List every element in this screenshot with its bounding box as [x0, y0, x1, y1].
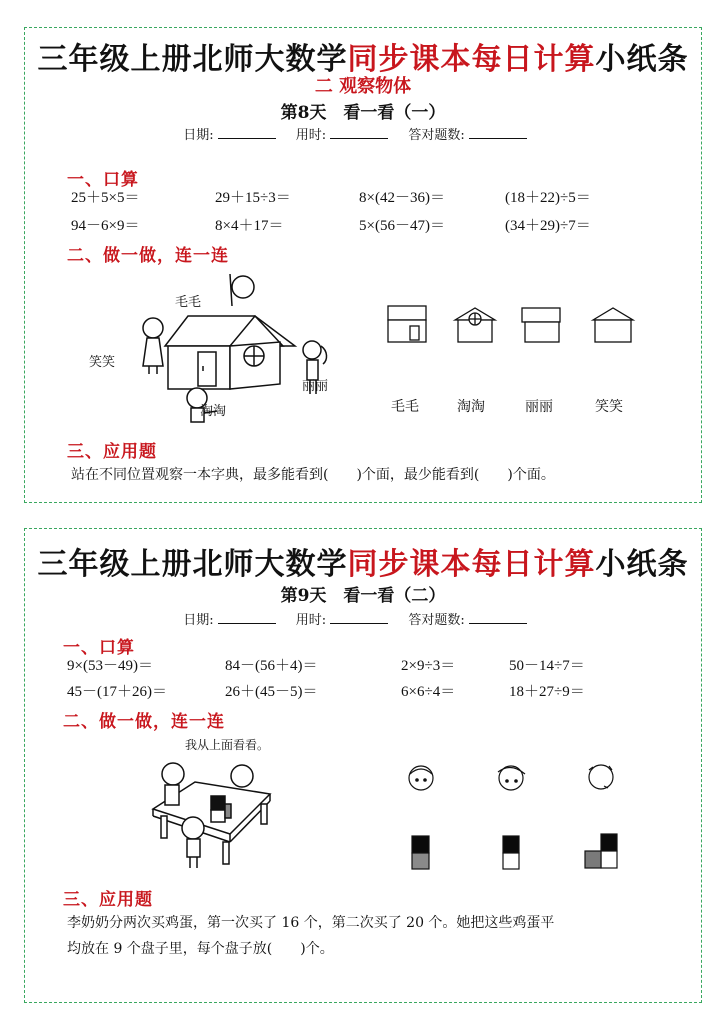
house-views-row: [385, 306, 635, 346]
time-blank[interactable]: [330, 611, 388, 624]
table-scene-illustration: [135, 754, 285, 874]
section-match-heading: 二、做一做，连一连: [67, 246, 229, 266]
view-label: 笑笑: [595, 399, 623, 415]
worksheet-title: 三年级上册北师大数学同步课本每日计算小纸条: [37, 42, 689, 77]
unit-title: 二 观察物体: [314, 76, 412, 97]
equation: 8×(42－36)＝: [359, 190, 445, 206]
time-blank[interactable]: [330, 126, 388, 139]
equation: 6×6÷4＝: [401, 684, 456, 700]
equation: 29＋15÷3＝: [215, 190, 291, 206]
equation: (34＋29)÷7＝: [505, 218, 591, 234]
date-blank[interactable]: [218, 611, 276, 624]
worksheet-title: 三年级上册北师大数学同步课本每日计算小纸条: [37, 547, 689, 582]
word-problem-line-2: 均放在 9 个盘子里，每个盘子放( )个。: [67, 941, 334, 957]
equation: 9×(53－49)＝: [67, 658, 153, 674]
equation: 5×(56－47)＝: [359, 218, 445, 234]
date-blank[interactable]: [218, 126, 276, 139]
correct-count-blank[interactable]: [469, 126, 527, 139]
label-maomao: 毛毛: [175, 295, 202, 310]
label-taotao: 淘淘: [200, 404, 227, 419]
section-oral-heading: 一、口算: [67, 170, 139, 190]
section-match-heading: 二、做一做，连一连: [63, 712, 225, 732]
equation: 45－(17＋26)＝: [67, 684, 167, 700]
equation: 94－6×9＝: [71, 218, 140, 234]
equation: (18＋22)÷5＝: [505, 190, 591, 206]
meta-line: 日期: 用时: 答对题数:: [25, 124, 701, 143]
view-label: 毛毛: [391, 399, 419, 415]
equation: 50－14÷7＝: [509, 658, 585, 674]
worksheet-card-day9: [24, 528, 702, 1003]
label-xiaoxiao: 笑笑: [89, 355, 116, 370]
worksheet-card-day8: [24, 27, 702, 503]
equation: 8×4＋17＝: [215, 218, 284, 234]
equation: 25＋5×5＝: [71, 190, 140, 206]
kid-heads-row: [383, 764, 623, 794]
house-scene-illustration: [135, 268, 355, 428]
section-oral-heading: 一、口算: [63, 638, 135, 658]
equation: 26＋(45－5)＝: [225, 684, 318, 700]
word-problem: 站在不同位置观察一本字典，最多能看到( )个面，最少能看到( )个面。: [71, 467, 555, 483]
equation: 84－(56＋4)＝: [225, 658, 318, 674]
equation: 2×9÷3＝: [401, 658, 456, 674]
day-title: 第9天 看一看（二）: [280, 586, 446, 606]
equation: 18＋27÷9＝: [509, 684, 585, 700]
label-lili: 丽丽: [302, 379, 329, 394]
view-label: 丽丽: [525, 399, 553, 415]
block-views-row: [383, 834, 623, 874]
day-title: 第8天 看一看（一）: [280, 103, 446, 123]
speech-text: 我从上面看看。: [185, 738, 270, 752]
section-word-heading: 三、应用题: [67, 442, 157, 462]
view-label: 淘淘: [457, 399, 485, 415]
meta-line: 日期: 用时: 答对题数:: [25, 609, 701, 628]
section-word-heading: 三、应用题: [63, 890, 153, 910]
correct-count-blank[interactable]: [469, 611, 527, 624]
word-problem-line-1: 李奶奶分两次买鸡蛋，第一次买了 16 个，第二次买了 20 个。她把这些鸡蛋平: [67, 915, 555, 931]
